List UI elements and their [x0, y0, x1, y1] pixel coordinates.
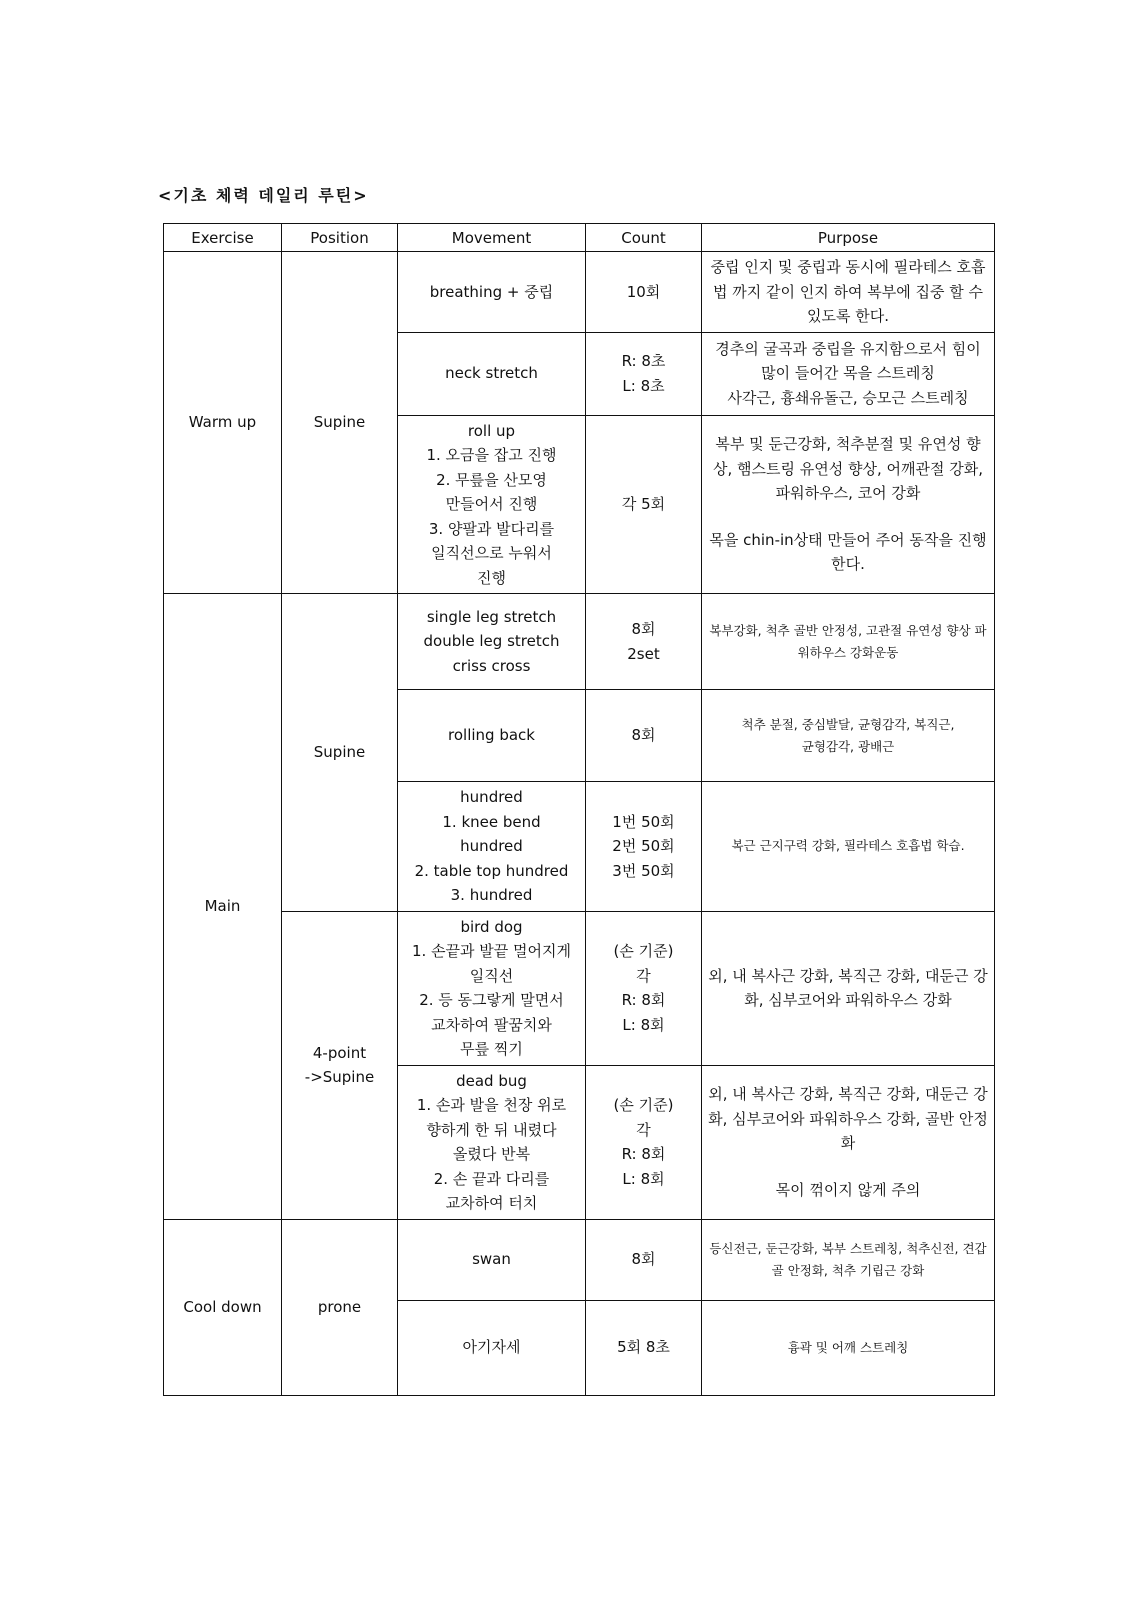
- purpose-cell: [702, 252, 995, 333]
- header-movement: Movement: [398, 224, 586, 252]
- movement-line: 무릎 찍기: [460, 1040, 523, 1058]
- position-line: ->Supine: [304, 1068, 375, 1086]
- count-cell: [586, 332, 702, 415]
- movement-cell: [398, 1219, 586, 1300]
- purpose-text: 외, 내 복사근 강화, 복직근 강화, 대둔근 강화, 심부코어와 파워하우스 강화: [708, 966, 988, 1009]
- movement-line: 2. 등 동그랗게 말면서: [419, 991, 564, 1009]
- movement-cell: [398, 332, 586, 415]
- header-exercise: Exercise: [164, 224, 282, 252]
- purpose-text: 복근 근지구력 강화, 필라테스 호흡법 학습.: [731, 838, 965, 854]
- routine-table: [163, 223, 995, 1396]
- position-warmup: Supine: [282, 252, 398, 594]
- purpose-text: 복부강화, 척추 골반 안정성, 고관절 유연성 향상 파워하우스 강화운동: [709, 622, 987, 660]
- purpose-text: 등신전근, 둔근강화, 복부 스트레칭, 척추신전, 견갑골 안정화, 척추 기립근 강화: [709, 1240, 987, 1278]
- movement-line: 1. 오금을 잡고 진행: [426, 446, 557, 464]
- movement-line: 1. knee bend: [442, 812, 541, 831]
- movement-line: rolling back: [448, 726, 535, 745]
- movement-line: 2. table top hundred: [414, 861, 569, 880]
- position-cooldown: prone: [282, 1219, 398, 1395]
- document-title: <기초 체력 데일리 루틴>: [158, 186, 369, 205]
- count-line: 2번 50회: [612, 837, 675, 855]
- movement-line: 3. 양팔과 발다리를: [428, 519, 555, 538]
- movement-line: 만들어서 진행: [445, 495, 538, 513]
- movement-cell: [398, 782, 586, 912]
- purpose-text: 복부 및 둔근강화, 척추분절 및 유연성 향상, 햄스트링 유연성 향상, 어깨관절 강화, 파워하우스, 코어 강화: [713, 435, 983, 502]
- purpose-cell: [702, 1065, 995, 1219]
- movement-line: neck stretch: [445, 364, 538, 383]
- movement-line: 진행: [477, 568, 506, 587]
- purpose-text: 목을 chin-in상태 만들어 주어 동작을 진행한다.: [709, 530, 987, 573]
- movement-line: 3. hundred: [450, 886, 533, 904]
- movement-line: 향하게 한 뒤 내렸다: [426, 1120, 557, 1139]
- count-line: L: 8초: [622, 376, 665, 395]
- count-line: (손 기준): [613, 1096, 674, 1114]
- purpose-cell: [702, 911, 995, 1065]
- header-position: Position: [282, 224, 398, 252]
- header-purpose: Purpose: [702, 224, 995, 252]
- movement-cell: [398, 1300, 586, 1395]
- movement-line: 교차하여 팔꿈치와: [431, 1015, 552, 1034]
- count-line: 각: [636, 1120, 651, 1139]
- movement-line: breathing + 중립: [429, 282, 554, 301]
- movement-line: double leg stretch: [423, 632, 560, 651]
- table-row: [164, 911, 995, 1065]
- count-line: R: 8초: [621, 352, 666, 370]
- count-line: 8회: [631, 620, 656, 638]
- movement-line: 1. 손과 발을 천장 위로: [416, 1096, 567, 1114]
- movement-line: 일직선으로 누워서: [431, 544, 552, 562]
- movement-cell: [398, 594, 586, 690]
- table-row: [164, 594, 995, 690]
- movement-line: 올렸다 반복: [452, 1145, 531, 1163]
- purpose-text: 목이 꺾이지 않게 주의: [775, 1180, 921, 1199]
- movement-line: hundred: [460, 837, 523, 855]
- position-main-4point: [282, 911, 398, 1219]
- purpose-text: 사각근, 흉쇄유돌근, 승모근 스트레칭: [727, 388, 969, 407]
- movement-line: swan: [472, 1250, 511, 1269]
- position-main-supine: Supine: [282, 594, 398, 912]
- count-cell: [586, 911, 702, 1065]
- count-line: 2set: [627, 644, 660, 663]
- count-line: R: 8회: [621, 1145, 666, 1163]
- movement-cell: [398, 252, 586, 333]
- purpose-cell: [702, 415, 995, 594]
- movement-line: dead bug: [456, 1071, 527, 1090]
- exercise-main: Main: [164, 594, 282, 1220]
- count-cell: [586, 690, 702, 782]
- movement-cell: [398, 690, 586, 782]
- count-cell: [586, 1065, 702, 1219]
- table-row: [164, 252, 995, 333]
- purpose-cell: [702, 782, 995, 912]
- purpose-text: 흉곽 및 어깨 스트레칭: [787, 1339, 909, 1355]
- movement-line: 아기자세: [462, 1338, 521, 1357]
- count-line: 각: [636, 966, 651, 985]
- count-line: 8회: [631, 726, 656, 745]
- exercise-warmup: Warm up: [164, 252, 282, 594]
- purpose-text: 많이 들어간 목을 스트레칭: [761, 364, 935, 383]
- count-line: 각 5회: [621, 495, 666, 513]
- table-row: [164, 1219, 995, 1300]
- count-cell: [586, 782, 702, 912]
- purpose-text: 중립 인지 및 중립과 동시에 필라테스 호흡법 까지 같이 인지 하여 복부에 집중 할 수 있도록 한다.: [710, 258, 986, 325]
- count-line: L: 8회: [622, 1169, 665, 1188]
- purpose-cell: [702, 1300, 995, 1395]
- header-count: Count: [586, 224, 702, 252]
- position-line: 4-point: [312, 1043, 367, 1062]
- purpose-text: 경추의 굴곡과 중립을 유지함으로서 힘이: [715, 339, 981, 358]
- movement-line: 2. 무릎을 산모영: [436, 470, 547, 489]
- count-line: 3번 50회: [612, 861, 675, 880]
- exercise-cooldown: Cool down: [164, 1219, 282, 1395]
- movement-line: criss cross: [452, 656, 531, 675]
- movement-line: bird dog: [460, 917, 523, 936]
- purpose-cell: [702, 594, 995, 690]
- movement-cell: [398, 1065, 586, 1219]
- purpose-text: 균형감각, 광배근: [801, 738, 895, 754]
- count-cell: [586, 594, 702, 690]
- movement-line: 교차하여 터치: [445, 1194, 538, 1212]
- count-line: 5회 8초: [617, 1338, 670, 1357]
- purpose-cell: [702, 332, 995, 415]
- count-line: 10회: [626, 282, 661, 301]
- purpose-text: 외, 내 복사근 강화, 복직근 강화, 대둔근 강화, 심부코어와 파워하우스 강화, 골반 안정화: [708, 1085, 988, 1152]
- movement-cell: [398, 911, 586, 1065]
- movement-line: single leg stretch: [426, 607, 557, 626]
- count-cell: [586, 415, 702, 594]
- count-line: (손 기준): [613, 942, 674, 960]
- purpose-cell: [702, 1219, 995, 1300]
- count-cell: [586, 1219, 702, 1300]
- count-line: L: 8회: [622, 1015, 665, 1034]
- header-row: [164, 224, 995, 252]
- count-cell: [586, 1300, 702, 1395]
- movement-line: 1. 손끝과 발끝 멀어지게: [411, 942, 572, 960]
- count-line: 8회: [631, 1250, 656, 1269]
- movement-line: roll up: [467, 421, 516, 440]
- movement-line: 2. 손 끝과 다리를: [433, 1169, 550, 1188]
- purpose-cell: [702, 690, 995, 782]
- count-cell: [586, 252, 702, 333]
- movement-line: hundred: [460, 788, 523, 806]
- count-line: 1번 50회: [612, 812, 675, 831]
- movement-cell: [398, 415, 586, 594]
- movement-line: 일직선: [469, 966, 514, 985]
- count-line: R: 8회: [621, 991, 666, 1009]
- purpose-text: 척추 분절, 중심발달, 균형감각, 복직근,: [741, 716, 955, 732]
